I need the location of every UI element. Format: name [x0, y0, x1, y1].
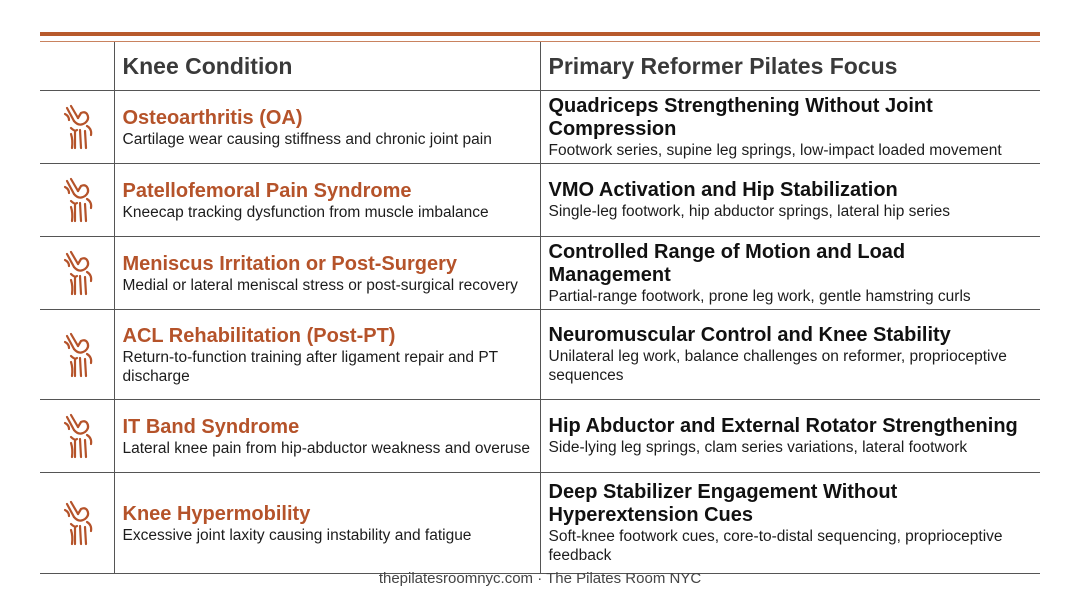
condition-description: Kneecap tracking dysfunction from muscle imbalance [122, 203, 489, 221]
table-row [40, 237, 1040, 310]
condition-title: Patellofemoral Pain Syndrome [122, 179, 412, 202]
focus-title: Hip Abductor and External Rotator Strengthening [548, 415, 1018, 437]
focus-cell [540, 91, 1040, 164]
condition-title: ACL Rehabilitation (Post-PT) [122, 324, 396, 347]
condition-cell [114, 310, 540, 400]
footer-credit: thepilatesroomnyc.com · The Pilates Room NYC [378, 570, 702, 587]
focus-description: Side-lying leg springs, clam series variations, lateral footwork [548, 439, 968, 456]
focus-title: Controlled Range of Motion and Load Management [548, 240, 906, 286]
knee-joint-icon [40, 400, 114, 473]
focus-description: Single-leg footwork, hip abductor springs, lateral hip series [548, 203, 950, 220]
condition-cell [114, 400, 540, 473]
focus-cell [540, 164, 1040, 237]
focus-cell [540, 473, 1040, 574]
condition-title: Knee Hypermobility [122, 502, 311, 525]
focus-title: VMO Activation and Hip Stabilization [548, 179, 898, 201]
focus-cell [540, 310, 1040, 400]
header-icon-cell [40, 42, 114, 91]
knee-joint-icon [40, 237, 114, 310]
condition-description: Return-to-function training after ligament repair and PT discharge [122, 348, 498, 385]
focus-cell [540, 400, 1040, 473]
condition-title: Meniscus Irritation or Post-Surgery [122, 252, 458, 275]
condition-cell [114, 473, 540, 574]
condition-cell [114, 164, 540, 237]
knee-joint-icon [40, 310, 114, 400]
table-row [40, 473, 1040, 574]
focus-title: Quadriceps Strengthening Without Joint Compression [548, 94, 933, 140]
header-reformer-focus: Primary Reformer Pilates Focus [540, 42, 1040, 91]
header-knee-condition: Knee Condition [114, 42, 540, 91]
condition-description: Medial or lateral meniscal stress or post-surgical recovery [122, 276, 518, 294]
table-header-row [40, 42, 1040, 91]
focus-description: Partial-range footwork, prone leg work, gentle hamstring curls [548, 287, 971, 305]
knee-joint-icon [40, 91, 114, 164]
condition-title: Osteoarthritis (OA) [122, 106, 303, 129]
condition-cell [114, 91, 540, 164]
top-accent-rule [40, 32, 1040, 36]
condition-description: Excessive joint laxity causing instability and fatigue [122, 526, 472, 544]
condition-cell [114, 237, 540, 310]
condition-description: Cartilage wear causing stiffness and chronic joint pain [122, 130, 492, 148]
condition-description: Lateral knee pain from hip-abductor weakness and overuse [122, 439, 531, 457]
focus-title: Deep Stabilizer Engagement Without Hyperextension Cues [548, 481, 898, 526]
condition-title: IT Band Syndrome [122, 415, 300, 438]
focus-title: Neuromuscular Control and Knee Stability [548, 324, 951, 346]
knee-joint-icon [40, 164, 114, 237]
knee-conditions-table [40, 42, 1040, 574]
table-row [40, 91, 1040, 164]
knee-joint-icon [40, 473, 114, 574]
table-row [40, 164, 1040, 237]
table-row [40, 310, 1040, 400]
focus-description: Soft-knee footwork cues, core-to-distal sequencing, proprioceptive feedback [548, 528, 1003, 564]
focus-description: Unilateral leg work, balance challenges on reformer, proprioceptive sequences [548, 348, 1007, 384]
table-row [40, 400, 1040, 473]
focus-cell [540, 237, 1040, 310]
focus-description: Footwork series, supine leg springs, low-impact loaded movement [548, 141, 1002, 159]
